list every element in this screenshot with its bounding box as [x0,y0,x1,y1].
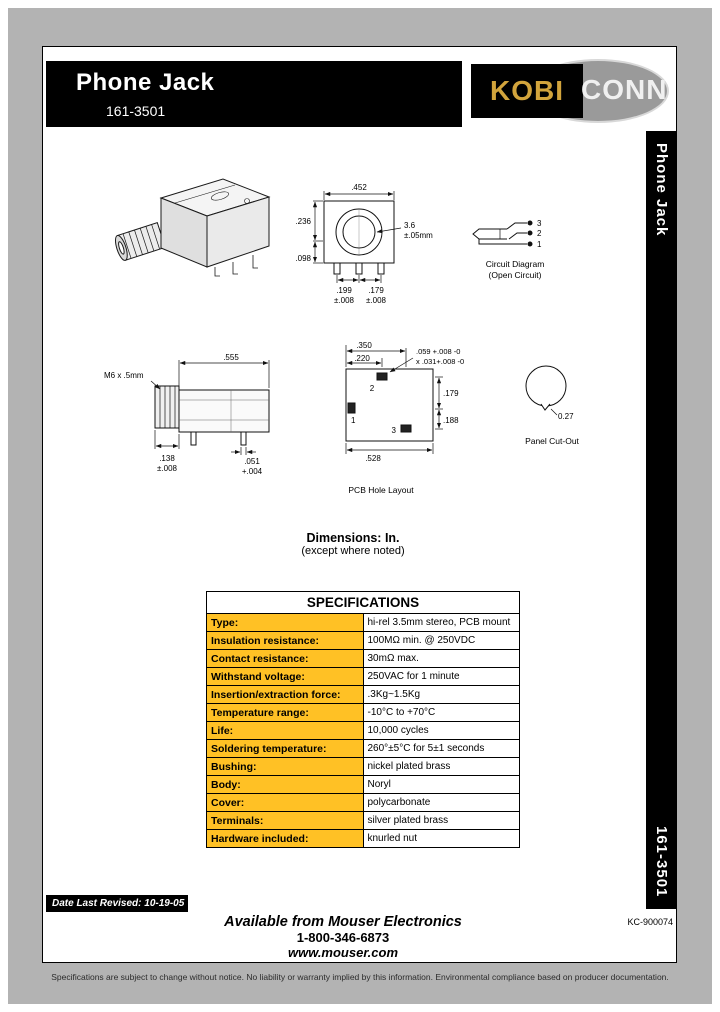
pcb-dim-220: .220 [354,354,370,363]
front-view [295,183,433,305]
circuit-diagram [473,219,544,280]
dim-height-label: .236 [295,217,311,226]
pcb-dim-528: .528 [365,454,381,463]
spec-row [207,668,520,686]
spec-label-cell: Temperature range: [207,704,364,722]
bushing-length-label: .138 [159,454,175,463]
mouser-availability: Available from Mouser Electronics [224,914,462,930]
spec-row [207,740,520,758]
spec-label-cell: Hardware included: [207,830,364,848]
spec-row [207,632,520,650]
dimensions-note-line2: (except where noted) [301,545,405,557]
spec-row [207,704,520,722]
spec-label-cell: Contact resistance: [207,650,364,668]
page-title: Phone Jack [76,69,215,96]
right-sidebar [646,131,677,909]
mouser-phone: 1-800-346-6873 [296,930,390,945]
circuit-pin3-label: 3 [537,219,542,228]
specifications-table [206,591,520,848]
datasheet-page [42,46,677,963]
date-revised-bar: Date Last Revised: 10-19-05 [46,895,188,912]
pcb-pad3-label: 3 [391,426,396,435]
pcb-pad1-label: 1 [351,416,356,425]
spec-value-cell: 250VAC for 1 minute [363,668,520,686]
hole-tol-label: ±.05mm [404,231,433,240]
thread-label: M6 x .5mm [104,371,144,380]
spec-row [207,830,520,848]
disclaimer-text: Specifications are subject to change without notice. No liability or warranty implied by this information. Environmental compliance based on producer documentation. [51,972,669,982]
pad-2 [377,373,387,380]
spec-label-cell: Type: [207,614,364,632]
spec-label-cell: Terminals: [207,812,364,830]
technical-drawings [63,162,623,512]
pcb-hole-note1: .059 +.008 -0 [416,347,461,356]
spec-value-cell: 260°±5°C for 5±1 seconds [363,740,520,758]
spec-label-cell: Soldering temperature: [207,740,364,758]
pin-pitch-a-label: .199 [336,286,352,295]
mouser-url[interactable]: www.mouser.com [287,945,399,960]
circuit-pin1-label: 1 [537,240,542,249]
spec-value-cell: silver plated brass [363,812,520,830]
spec-label-cell: Cover: [207,794,364,812]
dimensions-note [53,531,653,557]
spec-value-cell: knurled nut [363,830,520,848]
pcb-hole-note2: x .031+.008 -0 [416,357,465,366]
spec-label-cell: Body: [207,776,364,794]
circuit-caption-line2: (Open Circuit) [488,270,542,280]
spec-label-cell: Insulation resistance: [207,632,364,650]
header-bar [46,61,462,127]
pcb-dim-350: .350 [356,341,372,350]
pin-pitch-b-tol: ±.008 [366,296,386,305]
dim-step-label: .098 [295,254,311,263]
dimensions-note-line1: Dimensions: In. [306,531,400,545]
pcb-dim-179: .179 [443,389,459,398]
spec-value-cell: 100MΩ min. @ 250VDC [363,632,520,650]
front-view-dim-lines [313,191,401,283]
spec-row [207,722,520,740]
circuit-pin2-label: 2 [537,229,542,238]
isometric-view [113,179,269,276]
spec-row [207,812,520,830]
hole-dia-label: 3.6 [404,221,416,230]
kobiconn-logo [471,59,671,123]
mouser-info [43,914,643,960]
pad-1 [348,403,355,413]
sidebar-part-number: 161-3501 [653,825,670,897]
plug-symbol [473,229,507,239]
panel-caption: Panel Cut-Out [525,436,579,446]
specs-title: SPECIFICATIONS [207,592,520,614]
pcb-dim-188: .188 [443,416,459,425]
part-number: 161-3501 [106,103,166,119]
spec-value-cell: .3Kg~1.5Kg [363,686,520,704]
spec-row [207,776,520,794]
spec-row [207,794,520,812]
spec-row [207,686,520,704]
pin-pitch-b-label: .179 [368,286,384,295]
pad-3 [401,425,411,432]
threaded-bushing-3d [113,223,165,262]
logo-text-conn: CONN [581,74,668,105]
pcb-hole-layout [346,341,464,495]
body-length-label: .555 [223,353,239,362]
spec-row [207,758,520,776]
spec-row [207,614,520,632]
spec-label-cell: Insertion/extraction force: [207,686,364,704]
spec-value-cell: -10°C to +70°C [363,704,520,722]
spec-value-cell: nickel plated brass [363,758,520,776]
pin-tol-label: +.004 [241,467,263,476]
panel-cutout [525,366,579,446]
pcb-pad2-label: 2 [369,384,375,393]
spec-value-cell: polycarbonate [363,794,520,812]
panel-dim-label: 0.27 [558,412,574,421]
spec-value-cell: 10,000 cycles [363,722,520,740]
spec-label-cell: Withstand voltage: [207,668,364,686]
spec-value-cell: Noryl [363,776,520,794]
pin-pitch-a-tol: ±.008 [334,296,354,305]
spec-row [207,650,520,668]
circuit-caption-line1: Circuit Diagram [485,259,545,269]
logo-text-kobi: KOBI [490,75,564,106]
dim-width-label: .452 [351,183,367,192]
sidebar-title: Phone Jack [653,143,670,237]
spec-label-cell: Life: [207,722,364,740]
spec-label-cell: Bushing: [207,758,364,776]
pcb-caption: PCB Hole Layout [348,485,414,495]
spec-value-cell: 30mΩ max. [363,650,520,668]
side-view [104,353,269,476]
logo-black-panel [471,64,583,118]
spec-value-cell: hi-rel 3.5mm stereo, PCB mount [363,614,520,632]
pin-length-label: .051 [244,457,260,466]
bushing-tol-label: ±.008 [157,464,177,473]
document-number: KC-900074 [627,917,673,927]
